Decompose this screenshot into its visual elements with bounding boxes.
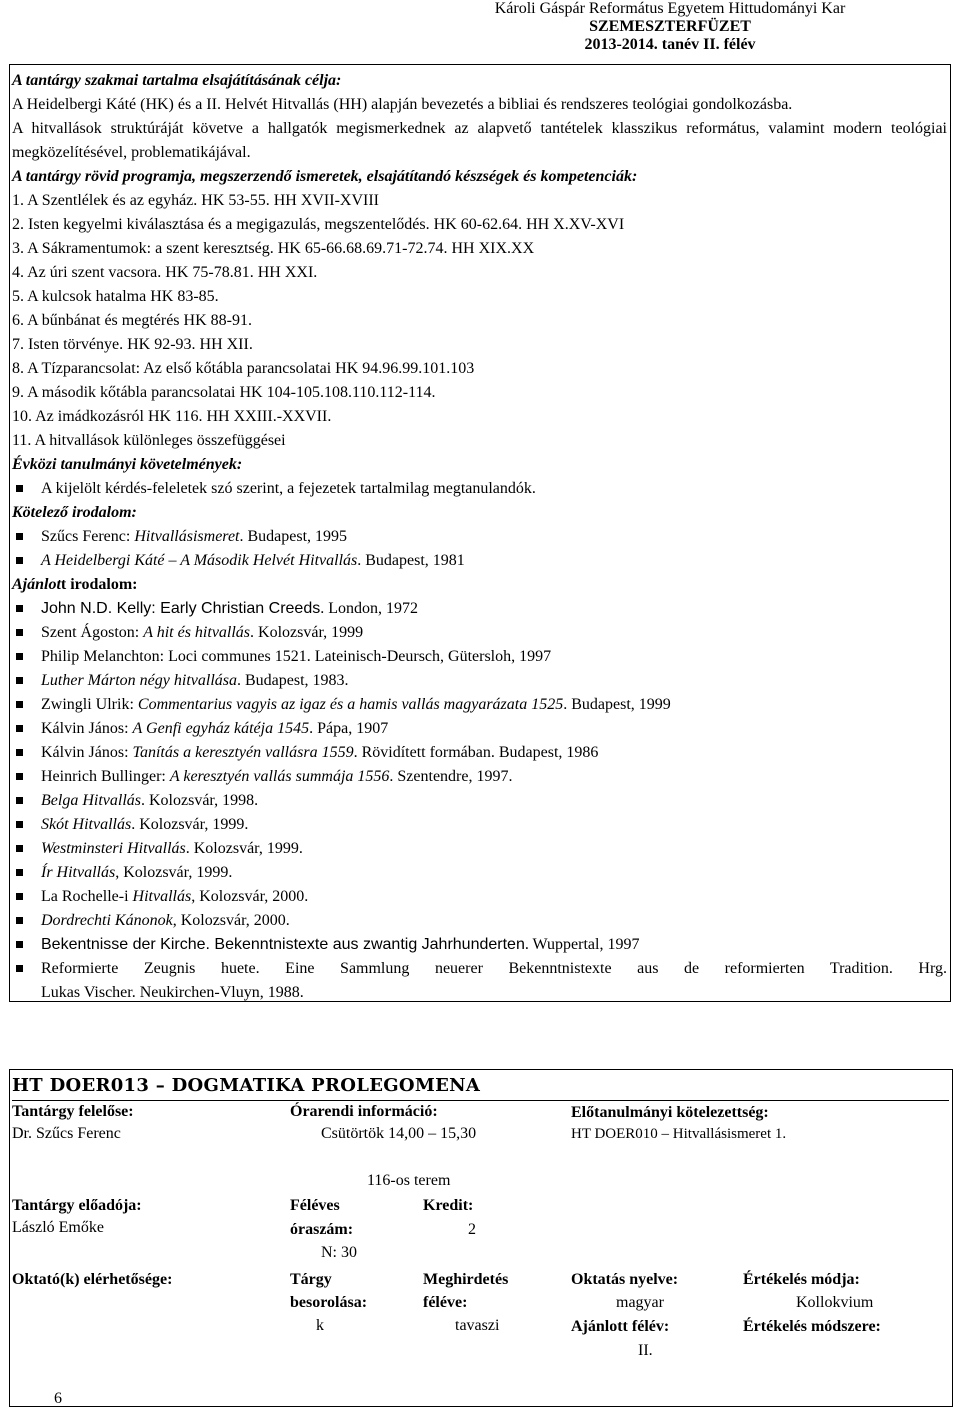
recommended-semester-value: II. — [638, 1342, 653, 1359]
goal-paragraph-2: A hitvallások struktúráját követve a hallgatók megismerkednek az alapvető tantételek klasszikus református, valamint modern teológiai megközelítésével, problematikájával. — [12, 120, 947, 161]
type-label-1: Tárgy — [290, 1271, 332, 1288]
program-item: 1. A Szentlélek és az egyház. HK 53-55. HH XVII-XVIII — [12, 192, 379, 209]
program-item: 3. A Sákramentumok: a szent keresztség. HK 65-66.68.69.71-72.74. HH XIX.XX — [12, 240, 535, 257]
evaluation-value: Kollokvium — [796, 1294, 874, 1311]
recommended-reading-item: Philip Melanchton: Loci communes 1521. Lateinisch-Deursch, Gütersloh, 1997 — [12, 645, 947, 669]
recommended-reading-item: Reformierte Zeugnis huete. Eine Sammlung neuerer Bekenntnistexte aus de reformierten Tradition. Hrg. Lukas Vischer. Neukirchen-Vluyn, 1988. — [12, 957, 947, 1005]
evaluation-method-label: Értékelés módszere: — [743, 1318, 881, 1335]
mandatory-reading-item: Szűcs Ferenc: Hitvallásismeret. Budapest, 1995 — [12, 525, 947, 549]
prerequisite-value: HT DOER010 – Hitvallásismeret 1. — [571, 1126, 787, 1142]
requirements-heading: Évközi tanulmányi követelmények: — [12, 456, 243, 473]
recommended-reading-item: Kálvin János: A Genfi egyház kátéja 1545. Pápa, 1907 — [12, 717, 947, 741]
requirements-list — [12, 477, 947, 501]
lecturer-value: László Emőke — [12, 1219, 104, 1236]
type-value: k — [316, 1317, 324, 1334]
schedule-value: Csütörtök 14,00 – 15,30 — [321, 1125, 477, 1142]
program-item: 9. A második kőtábla parancsolatai HK 104-105.108.110.112-114. — [12, 384, 436, 401]
hours-label-2: óraszám: — [290, 1221, 354, 1238]
schedule-label: Órarendi információ: — [290, 1103, 438, 1120]
mandatory-reading-item: A Heidelbergi Káté – A Második Helvét Hitvallás. Budapest, 1981 — [12, 549, 947, 573]
document-title: SZEMESZTERFÜZET — [589, 18, 751, 35]
recommended-reading-item: Kálvin János: Tanítás a keresztyén vallásra 1559. Rövidített formában. Budapest, 1986 — [12, 741, 947, 765]
recommended-reading-item: John N.D. Kelly: Early Christian Creeds. London, 1972 — [12, 597, 947, 621]
mandatory-reading-list — [12, 525, 947, 573]
goal-paragraph-1: A Heidelbergi Káté (HK) és a II. Helvét Hitvallás (HH) alapján bevezetés a bibliai és rendszeres teológiai gondolkozásba. — [12, 96, 793, 113]
hours-label-1: Féléves — [290, 1197, 340, 1214]
program-list — [12, 189, 947, 453]
recommended-reading-item: La Rochelle-i Hitvallás, Kolozsvár, 2000. — [12, 885, 947, 909]
recommended-reading-heading: Ajánlott irodalom: — [12, 576, 138, 593]
credit-label: Kredit: — [423, 1197, 474, 1214]
recommended-reading-item: Ír Hitvallás, Kolozsvár, 1999. — [12, 861, 947, 885]
course-description-box — [9, 64, 951, 1002]
language-value: magyar — [616, 1294, 664, 1311]
mandatory-reading-heading: Kötelező irodalom: — [12, 504, 137, 521]
program-item: 8. A Tízparancsolat: Az első kőtábla parancsolatai HK 94.96.99.101.103 — [12, 360, 475, 377]
program-item: 11. A hitvallások különleges összefüggései — [12, 432, 286, 449]
prerequisite-label: Előtanulmányi kötelezettség: — [571, 1104, 769, 1121]
evaluation-label: Értékelés módja: — [743, 1271, 860, 1288]
program-item: 5. A kulcsok hatalma HK 83-85. — [12, 288, 219, 305]
page-number: 6 — [54, 1390, 62, 1407]
goal-heading: A tantárgy szakmai tartalma elsajátításának célja: — [12, 72, 342, 89]
credit-value: 2 — [468, 1221, 476, 1238]
language-label: Oktatás nyelve: — [571, 1271, 679, 1288]
semester-value: tavaszi — [455, 1317, 500, 1334]
lecturer-label: Tantárgy előadója: — [12, 1197, 142, 1214]
recommended-reading-item: Luther Márton négy hitvallása. Budapest, 1983. — [12, 669, 947, 693]
recommended-reading-item: Dordrechti Kánonok, Kolozsvár, 2000. — [12, 909, 947, 933]
recommended-reading-item: Belga Hitvallás. Kolozsvár, 1998. — [12, 789, 947, 813]
responsible-label: Tantárgy felelőse: — [12, 1103, 134, 1120]
program-item: 6. A bűnbánat és megtérés HK 88-91. — [12, 312, 252, 329]
recommended-reading-item: Skót Hitvallás. Kolozsvár, 1999. — [12, 813, 947, 837]
course-code-title: HT DOER013 – DOGMATIKA PROLEGOMENA — [12, 1073, 949, 1101]
recommended-reading-item: Westminsteri Hitvallás. Kolozsvár, 1999. — [12, 837, 947, 861]
program-item: 7. Isten törvénye. HK 92-93. HH XII. — [12, 336, 253, 353]
program-item: 4. Az úri szent vacsora. HK 75-78.81. HH XXI. — [12, 264, 318, 281]
recommended-semester-label: Ajánlott félév: — [571, 1318, 670, 1335]
recommended-reading-item: Heinrich Bullinger: A keresztyén vallás summája 1556. Szentendre, 1997. — [12, 765, 947, 789]
program-heading: A tantárgy rövid programja, megszerzendő ismeretek, elsajátítandó készségek és kompetenciák: — [12, 168, 638, 185]
room-value: 116-os terem — [367, 1172, 451, 1189]
contact-label: Oktató(k) elérhetősége: — [12, 1271, 173, 1288]
program-item: 2. Isten kegyelmi kiválasztása és a megigazulás, megszentelődés. HK 60-62.64. HH X.XV-XVI — [12, 216, 625, 233]
recommended-reading-item: Zwingli Ulrik: Commentarius vagyis az igaz és a hamis vallás magyarázata 1525. Budapest, 1999 — [12, 693, 947, 717]
recommended-reading-list — [12, 597, 947, 1005]
recommended-reading-item: Bekentnisse der Kirche. Bekenntnistexte aus zwantig Jahrhunderten. Wuppertal, 1997 — [12, 933, 947, 957]
semester-title: 2013-2014. tanév II. félév — [584, 36, 756, 53]
type-label-2: besorolása: — [290, 1294, 368, 1311]
recommended-reading-item: Szent Ágoston: A hit és hitvallás. Kolozsvár, 1999 — [12, 621, 947, 645]
responsible-value: Dr. Szűcs Ferenc — [12, 1125, 121, 1142]
hours-value: N: 30 — [321, 1244, 357, 1261]
page-header — [390, 0, 950, 54]
program-item: 10. Az imádkozásról HK 116. HH XXIII.-XXVII. — [12, 408, 332, 425]
requirements-item: A kijelölt kérdés-feleletek szó szerint, a fejezetek tartalmilag megtanulandók. — [12, 477, 947, 501]
semester-label-2: féléve: — [423, 1294, 468, 1311]
course-info-box — [9, 1069, 953, 1407]
university-name: Károli Gáspár Református Egyetem Hittudományi Kar — [494, 0, 846, 17]
semester-label-1: Meghirdetés — [423, 1271, 509, 1288]
